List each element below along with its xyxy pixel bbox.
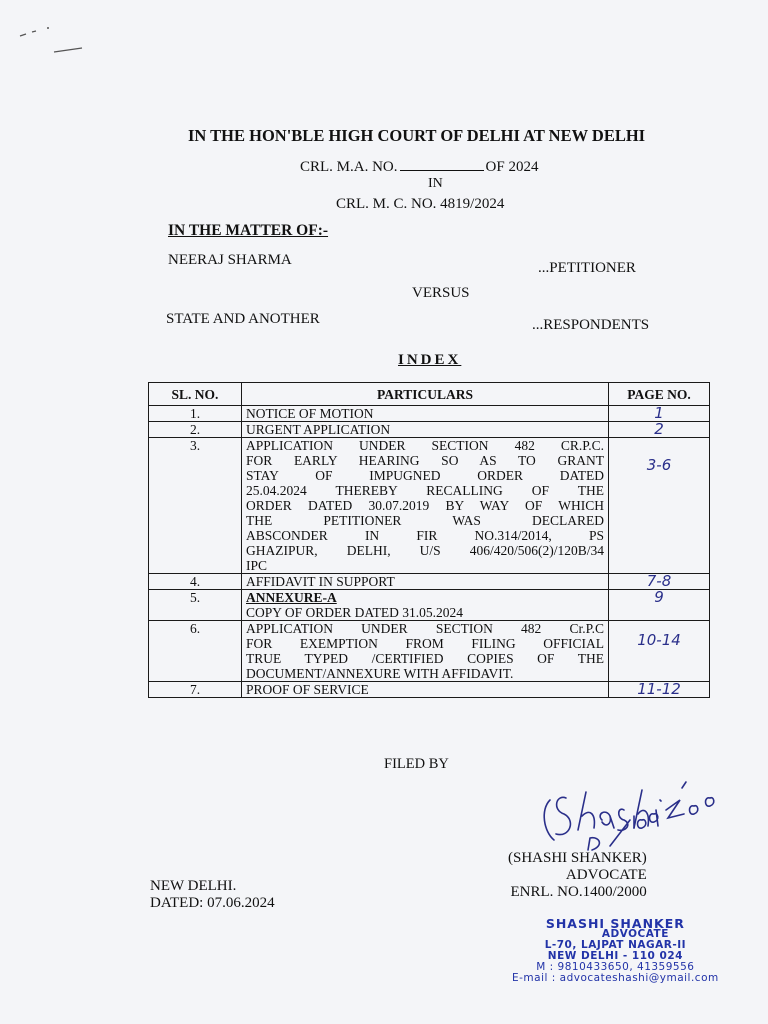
advocate-title: ADVOCATE [565, 867, 647, 883]
place-label: NEW DELHI. [150, 878, 237, 894]
petitioner-role: ...PETITIONER [538, 260, 636, 276]
row-page-handwritten: 7-8 [609, 574, 710, 590]
advocate-name: (SHASHI SHANKER) [508, 850, 647, 866]
row-particulars: PROOF OF SERVICE [242, 682, 609, 698]
petitioner-name: NEERAJ SHARMA [168, 252, 292, 268]
particulars-line: COPY OF ORDER DATED 31.05.2024 [246, 605, 464, 620]
advocate-stamp [512, 918, 719, 984]
row-particulars [242, 590, 609, 621]
stamp-title: ADVOCATE [601, 928, 669, 940]
table-row [149, 422, 710, 438]
index-table [148, 382, 710, 698]
col-sl-no: SL. NO. [149, 383, 242, 406]
respondent-name: STATE AND ANOTHER [166, 311, 320, 327]
annexure-heading: ANNEXURE-A [246, 590, 337, 605]
enrollment-number: ENRL. NO.1400/2000 [510, 884, 647, 900]
particulars-line: ABSCONDER IN FIR NO.314/2014, PS [246, 528, 604, 543]
row-page-handwritten: 1 [609, 406, 710, 422]
table-row [149, 621, 710, 682]
index-heading: INDEX [398, 352, 462, 368]
row-sl: 5. [149, 590, 242, 621]
respondent-role: ...RESPONDENTS [532, 317, 650, 333]
particulars-line: FOR EARLY HEARING SO AS TO GRANT [246, 453, 604, 468]
particulars-line: THE PETITIONER WAS DECLARED [246, 513, 604, 528]
particulars-line: GHAZIPUR, DELHI, U/S 406/420/506(2)/120B/34 [246, 543, 604, 558]
table-row [149, 438, 710, 574]
particulars-line: IPC [246, 558, 268, 573]
table-row [149, 682, 710, 698]
particulars-line: TRUE TYPED /CERTIFIED COPIES OF THE [246, 651, 604, 666]
row-page-handwritten: 3-6 [609, 438, 710, 574]
court-title: IN THE HON'BLE HIGH COURT OF DELHI AT NEW DELHI [188, 126, 646, 145]
particulars-line: APPLICATION UNDER SECTION 482 CR.P.C. [246, 438, 604, 453]
particulars-line: 25.04.2024 THEREBY RECALLING OF THE [246, 483, 604, 498]
row-particulars [242, 621, 609, 682]
row-sl: 3. [149, 438, 242, 574]
index-header-row [149, 383, 710, 406]
crl-ma-prefix: CRL. M.A. NO. [300, 159, 398, 175]
crl-ma-number [300, 158, 538, 176]
stamp-address1: L-70, LAJPAT NAGAR-II [544, 939, 687, 951]
particulars-line: FOR EXEMPTION FROM FILING OFFICIAL [246, 636, 604, 651]
particulars-line: APPLICATION UNDER SECTION 482 Cr.P.C [246, 621, 604, 636]
row-sl: 2. [149, 422, 242, 438]
matter-heading: IN THE MATTER OF:- [168, 222, 329, 239]
crl-ma-suffix: OF 2024 [485, 159, 539, 175]
row-sl: 1. [149, 406, 242, 422]
row-particulars [242, 438, 609, 574]
row-sl: 6. [149, 621, 242, 682]
row-particulars: URGENT APPLICATION [242, 422, 609, 438]
row-page-handwritten: 2 [609, 422, 710, 438]
row-particulars: AFFIDAVIT IN SUPPORT [242, 574, 609, 590]
in-word: IN [428, 176, 443, 191]
stamp-address2: NEW DELHI - 110 024 [547, 950, 683, 962]
filed-by-label: FILED BY [384, 756, 449, 772]
advocate-signature-block [508, 850, 647, 901]
dated-label: DATED: 07.06.2024 [150, 895, 275, 911]
crl-ma-blank-line [400, 158, 484, 171]
versus-label: VERSUS [412, 285, 470, 301]
stamp-email: E-mail : advocateshashi@ymail.com [512, 972, 719, 984]
row-sl: 7. [149, 682, 242, 698]
table-row [149, 406, 710, 422]
table-row [149, 590, 710, 621]
handwritten-signature [530, 770, 740, 860]
stamp-name: SHASHI SHANKER [545, 916, 685, 931]
place-date-block [150, 878, 275, 912]
particulars-line: DOCUMENT/ANNEXURE WITH AFFIDAVIT. [246, 666, 514, 681]
particulars-line: STAY OF IMPUGNED ORDER DATED [246, 468, 604, 483]
row-particulars: NOTICE OF MOTION [242, 406, 609, 422]
col-page-no: PAGE NO. [609, 383, 710, 406]
row-sl: 4. [149, 574, 242, 590]
crl-mc-number: CRL. M. C. NO. 4819/2024 [336, 196, 505, 212]
row-page-handwritten: 9 [609, 590, 710, 621]
table-row [149, 574, 710, 590]
scan-speck-mark [14, 18, 94, 68]
row-page-handwritten: 11-12 [609, 682, 710, 698]
col-particulars: PARTICULARS [242, 383, 609, 406]
row-page-handwritten: 10-14 [609, 621, 710, 682]
stamp-mobile: M : 9810433650, 41359556 [536, 961, 695, 973]
particulars-line: ORDER DATED 30.07.2019 BY WAY OF WHICH [246, 498, 604, 513]
